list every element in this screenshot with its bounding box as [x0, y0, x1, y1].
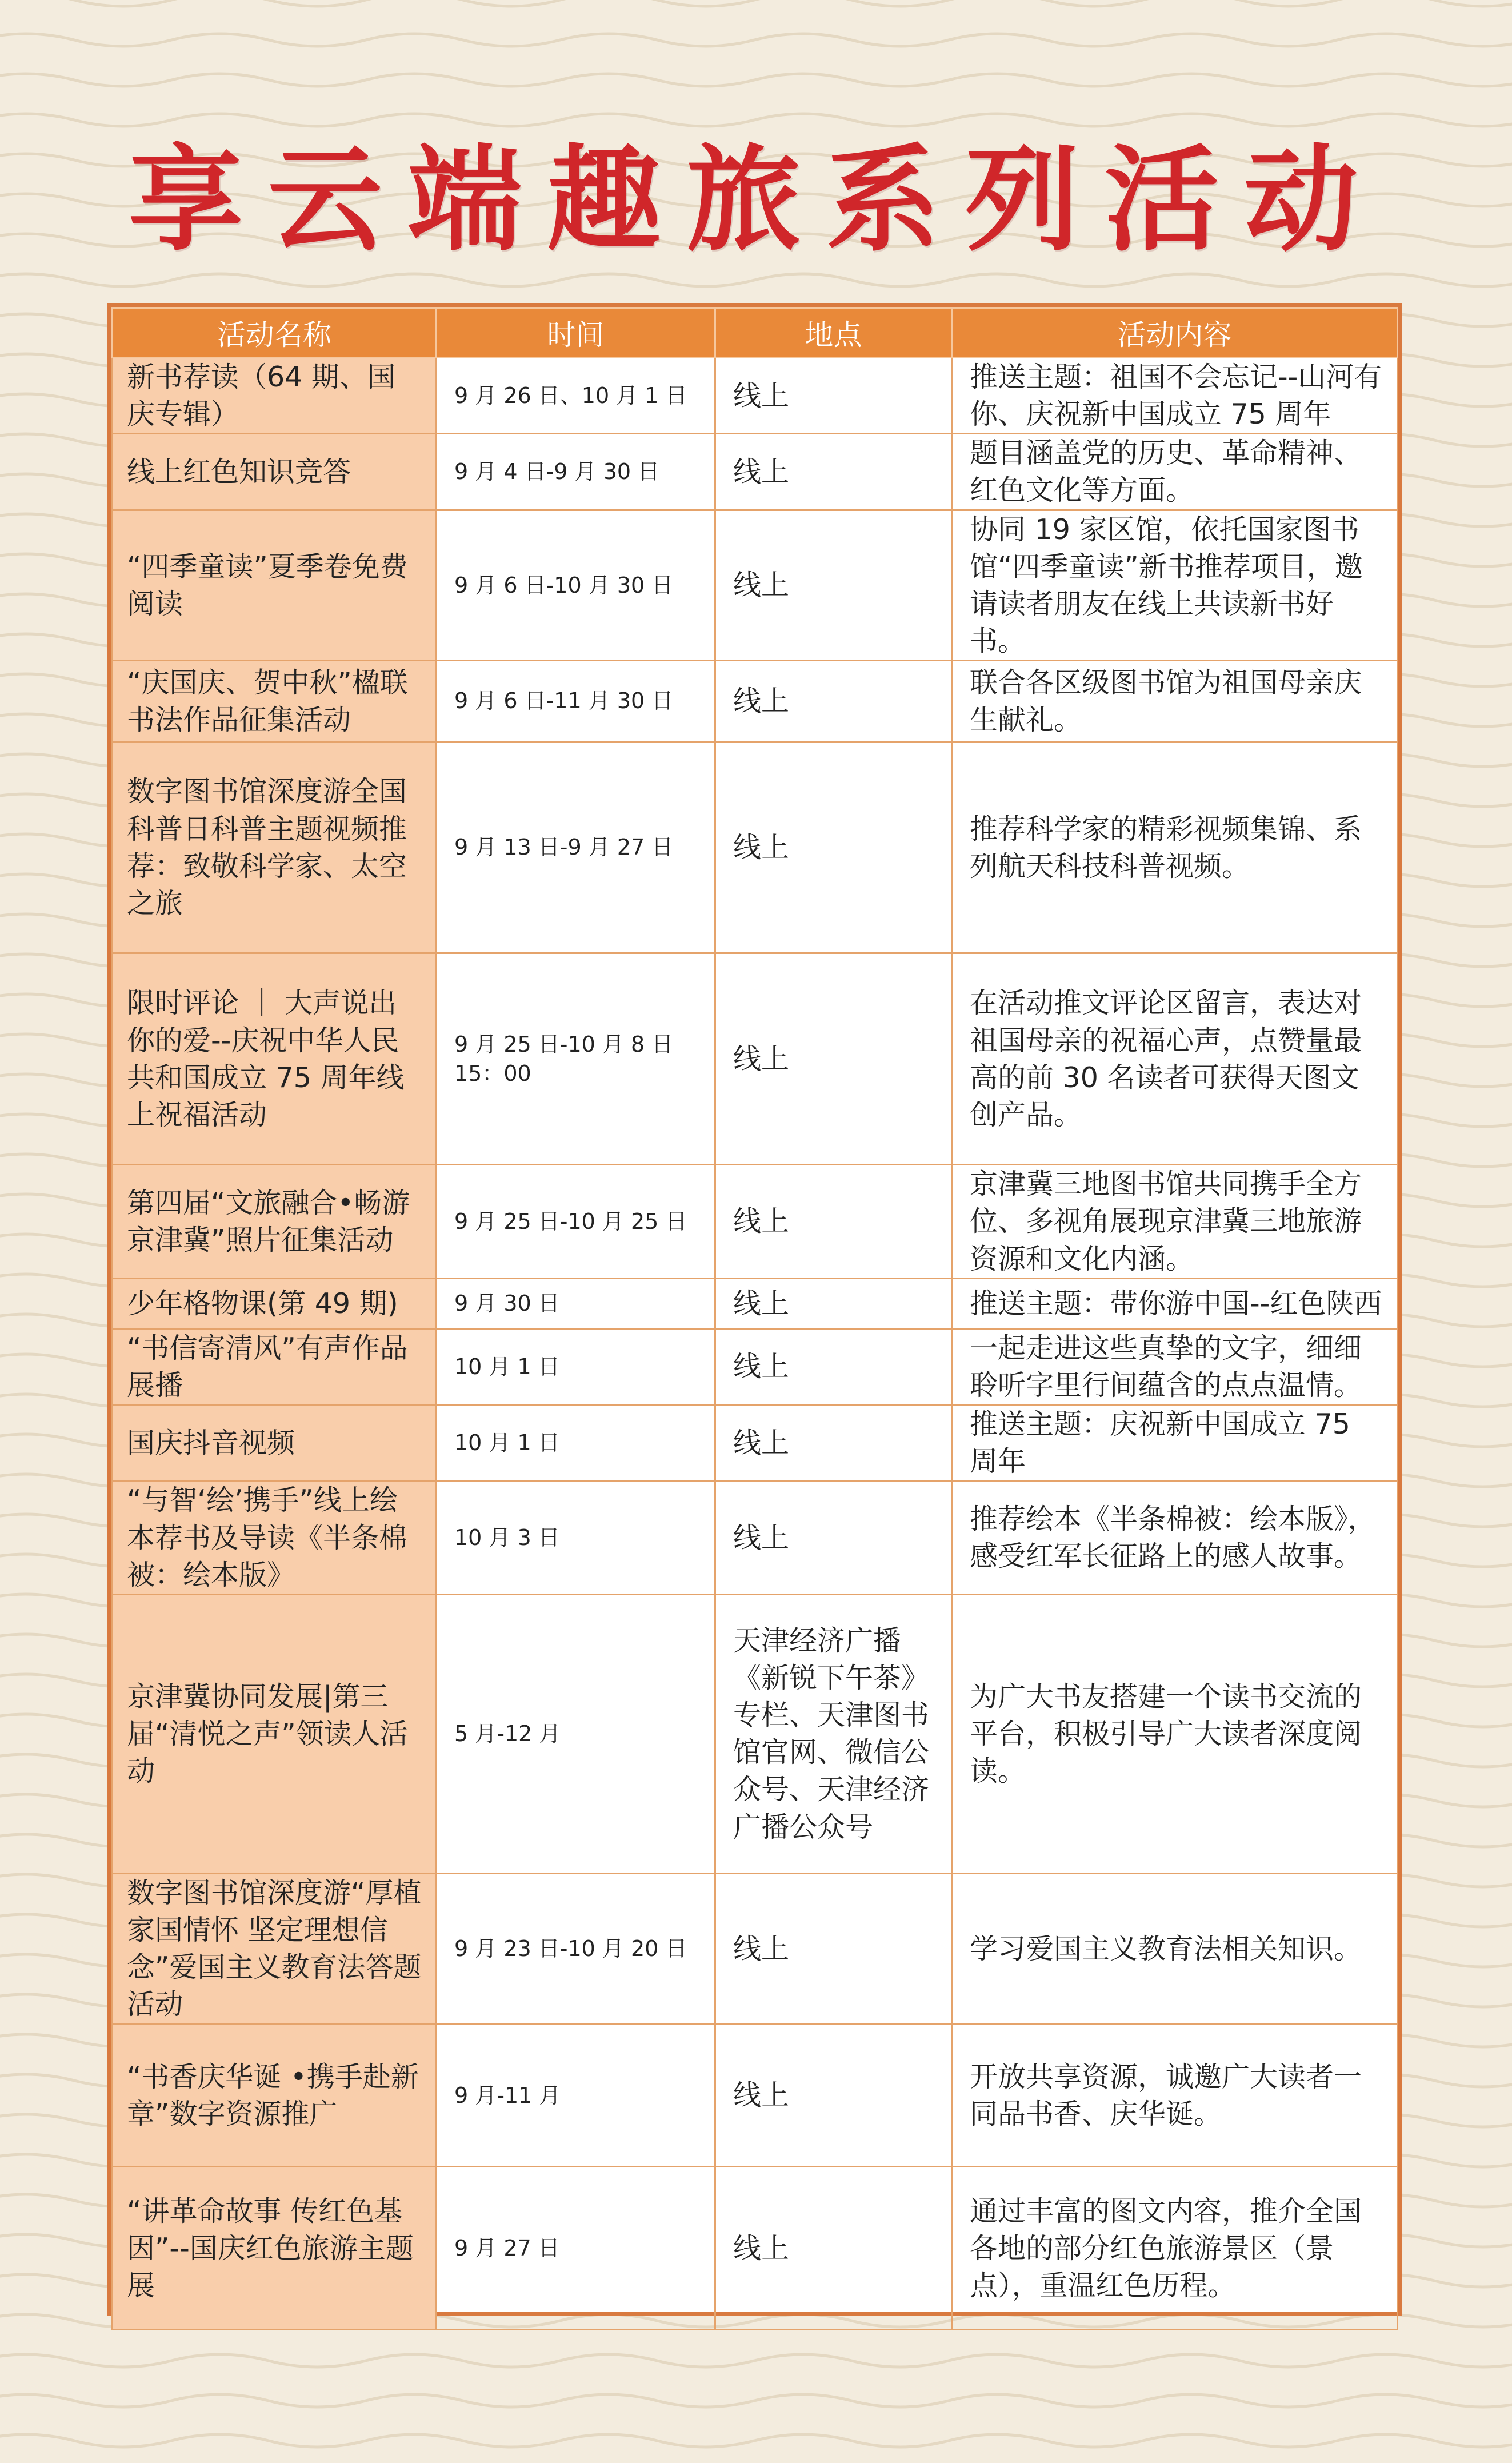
cell-place: 线上 — [715, 358, 952, 434]
cell-content: 推送主题：祖国不会忘记--山河有你、庆祝新中国成立 75 周年 — [952, 358, 1398, 434]
table-row — [113, 1405, 1398, 1481]
cell-content: 题目涵盖党的历史、革命精神、红色文化等方面。 — [952, 434, 1398, 510]
cell-content: 一起走进这些真挚的文字，细细聆听字里行间蕴含的点点温情。 — [952, 1328, 1398, 1404]
activity-table — [111, 307, 1398, 2330]
header-time: 时间 — [437, 308, 715, 358]
cell-place: 线上 — [715, 2167, 952, 2330]
cell-time: 9 月 6 日-10 月 30 日 — [437, 510, 715, 661]
cell-content: 学习爱国主义教育法相关知识。 — [952, 1873, 1398, 2024]
cell-time: 9 月-11 月 — [437, 2024, 715, 2167]
page-title: 享云端趣旅系列活动 — [128, 133, 1383, 267]
cell-time: 9 月 26 日、10 月 1 日 — [437, 358, 715, 434]
cell-activity-name: 数字图书馆深度游全国科普日科普主题视频推荐：致敬科学家、太空之旅 — [113, 742, 437, 953]
cell-content: 推荐绘本《半条棉被：绘本版》，感受红军长征路上的感人故事。 — [952, 1481, 1398, 1594]
cell-content: 协同 19 家区馆，依托国家图书馆“四季童读”新书推荐项目，邀请读者朋友在线上共读新书好书。 — [952, 510, 1398, 661]
cell-activity-name: 第四届“文旅融合•畅游京津冀”照片征集活动 — [113, 1165, 437, 1278]
cell-content: 联合各区级图书馆为祖国母亲庆生献礼。 — [952, 661, 1398, 742]
cell-content: 在活动推文评论区留言，表达对祖国母亲的祝福心声，点赞量最高的前 30 名读者可获得天图文创产品。 — [952, 953, 1398, 1165]
table-row — [113, 510, 1398, 661]
cell-place: 线上 — [715, 2024, 952, 2167]
table-body — [113, 358, 1398, 2330]
cell-time: 5 月-12 月 — [437, 1594, 715, 1873]
cell-place: 线上 — [715, 1481, 952, 1594]
cell-place: 线上 — [715, 510, 952, 661]
cell-place: 线上 — [715, 1278, 952, 1328]
cell-activity-name: “与智‘绘’携手”线上绘本荐书及导读《半条棉被：绘本版》 — [113, 1481, 437, 1594]
cell-activity-name: 少年格物课(第 49 期) — [113, 1278, 437, 1328]
cell-place: 线上 — [715, 953, 952, 1165]
cell-activity-name: “讲革命故事 传红色基因”--国庆红色旅游主题展 — [113, 2167, 437, 2330]
cell-time: 9 月 4 日-9 月 30 日 — [437, 434, 715, 510]
cell-activity-name: 限时评论 ｜ 大声说出你的爱--庆祝中华人民共和国成立 75 周年线上祝福活动 — [113, 953, 437, 1165]
cell-time: 10 月 3 日 — [437, 1481, 715, 1594]
cell-content: 通过丰富的图文内容，推介全国各地的部分红色旅游景区（景点），重温红色历程。 — [952, 2167, 1398, 2330]
cell-place: 线上 — [715, 434, 952, 510]
activity-table-container — [107, 303, 1402, 2316]
cell-place: 线上 — [715, 742, 952, 953]
cell-activity-name: 线上红色知识竞答 — [113, 434, 437, 510]
cell-content: 开放共享资源，诚邀广大读者一同品书香、庆华诞。 — [952, 2024, 1398, 2167]
table-row — [113, 661, 1398, 742]
table-row — [113, 1481, 1398, 1594]
table-row — [113, 1873, 1398, 2024]
table-row — [113, 1278, 1398, 1328]
cell-time: 9 月 27 日 — [437, 2167, 715, 2330]
table-row — [113, 2024, 1398, 2167]
cell-content: 京津冀三地图书馆共同携手全方位、多视角展现京津冀三地旅游资源和文化内涵。 — [952, 1165, 1398, 1278]
cell-time: 9 月 25 日-10 月 8 日 15：00 — [437, 953, 715, 1165]
cell-time: 9 月 30 日 — [437, 1278, 715, 1328]
header-place: 地点 — [715, 308, 952, 358]
cell-time: 9 月 13 日-9 月 27 日 — [437, 742, 715, 953]
table-header-row — [113, 308, 1398, 358]
cell-activity-name: “庆国庆、贺中秋”楹联书法作品征集活动 — [113, 661, 437, 742]
cell-place: 线上 — [715, 1165, 952, 1278]
table-row — [113, 953, 1398, 1165]
cell-place: 线上 — [715, 1328, 952, 1404]
cell-activity-name: 数字图书馆深度游“厚植家国情怀 坚定理想信念”爱国主义教育法答题活动 — [113, 1873, 437, 2024]
cell-time: 10 月 1 日 — [437, 1328, 715, 1404]
cell-place: 天津经济广播《新锐下午茶》专栏、天津图书馆官网、微信公众号、天津经济广播公众号 — [715, 1594, 952, 1873]
table-row — [113, 2167, 1398, 2330]
table-row — [113, 1594, 1398, 1873]
header-activity-name: 活动名称 — [113, 308, 437, 358]
cell-content: 推送主题：带你游中国--红色陕西 — [952, 1278, 1398, 1328]
cell-content: 推送主题：庆祝新中国成立 75 周年 — [952, 1405, 1398, 1481]
cell-time: 9 月 6 日-11 月 30 日 — [437, 661, 715, 742]
cell-time: 9 月 23 日-10 月 20 日 — [437, 1873, 715, 2024]
cell-activity-name: “四季童读”夏季卷免费阅读 — [113, 510, 437, 661]
header-content: 活动内容 — [952, 308, 1398, 358]
cell-activity-name: 新书荐读（64 期、国庆专辑） — [113, 358, 437, 434]
table-row — [113, 742, 1398, 953]
cell-place: 线上 — [715, 1405, 952, 1481]
table-row — [113, 358, 1398, 434]
table-row — [113, 1328, 1398, 1404]
cell-activity-name: “书香庆华诞 •携手赴新章”数字资源推广 — [113, 2024, 437, 2167]
cell-content: 推荐科学家的精彩视频集锦、系列航天科技科普视频。 — [952, 742, 1398, 953]
cell-activity-name: 京津冀协同发展|第三届“清悦之声”领读人活动 — [113, 1594, 437, 1873]
cell-activity-name: “书信寄清风”有声作品展播 — [113, 1328, 437, 1404]
table-row — [113, 434, 1398, 510]
cell-time: 9 月 25 日-10 月 25 日 — [437, 1165, 715, 1278]
cell-time: 10 月 1 日 — [437, 1405, 715, 1481]
table-row — [113, 1165, 1398, 1278]
cell-place: 线上 — [715, 661, 952, 742]
cell-content: 为广大书友搭建一个读书交流的平台，积极引导广大读者深度阅读。 — [952, 1594, 1398, 1873]
cell-activity-name: 国庆抖音视频 — [113, 1405, 437, 1481]
cell-place: 线上 — [715, 1873, 952, 2024]
